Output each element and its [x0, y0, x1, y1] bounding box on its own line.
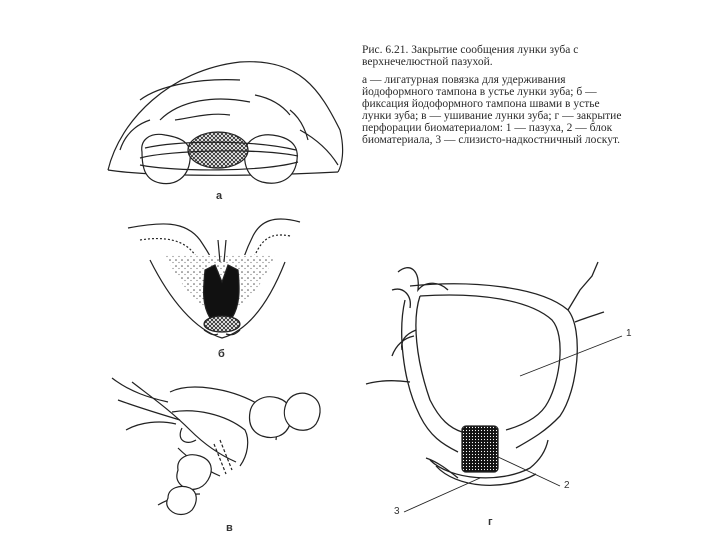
- caption-body: а — лигатурная повязка для удерживания йодоформного тампона в устье лунки зуба; б — фиксация йодоформного тампона швами в устье лунки зуба; в — ушивание лунки зуба; г — закрытие перфорации биоматериалом: 1 — пазуха, 2 — блок биоматериала, 3 — слизисто-надкостничный лоскут.: [362, 74, 622, 146]
- panel-v-drawing: [112, 378, 320, 515]
- callout-2-biomaterial: 2: [564, 480, 570, 491]
- panel-a-drawing: [108, 62, 343, 184]
- caption-title: Рис. 6.21. Закрытие сообщения лунки зуба с верхнечелюстной пазухой.: [362, 44, 579, 68]
- panel-g-drawing: [366, 262, 622, 512]
- figure-caption: [362, 44, 630, 146]
- panel-b-drawing: [128, 219, 300, 338]
- callout-3-flap: 3: [394, 506, 400, 517]
- panel-label-g: г: [488, 516, 493, 528]
- panel-label-v: в: [226, 522, 233, 534]
- callout-1-sinus: 1: [626, 328, 632, 339]
- panel-label-b: б: [218, 348, 225, 360]
- panel-label-a: а: [216, 190, 223, 202]
